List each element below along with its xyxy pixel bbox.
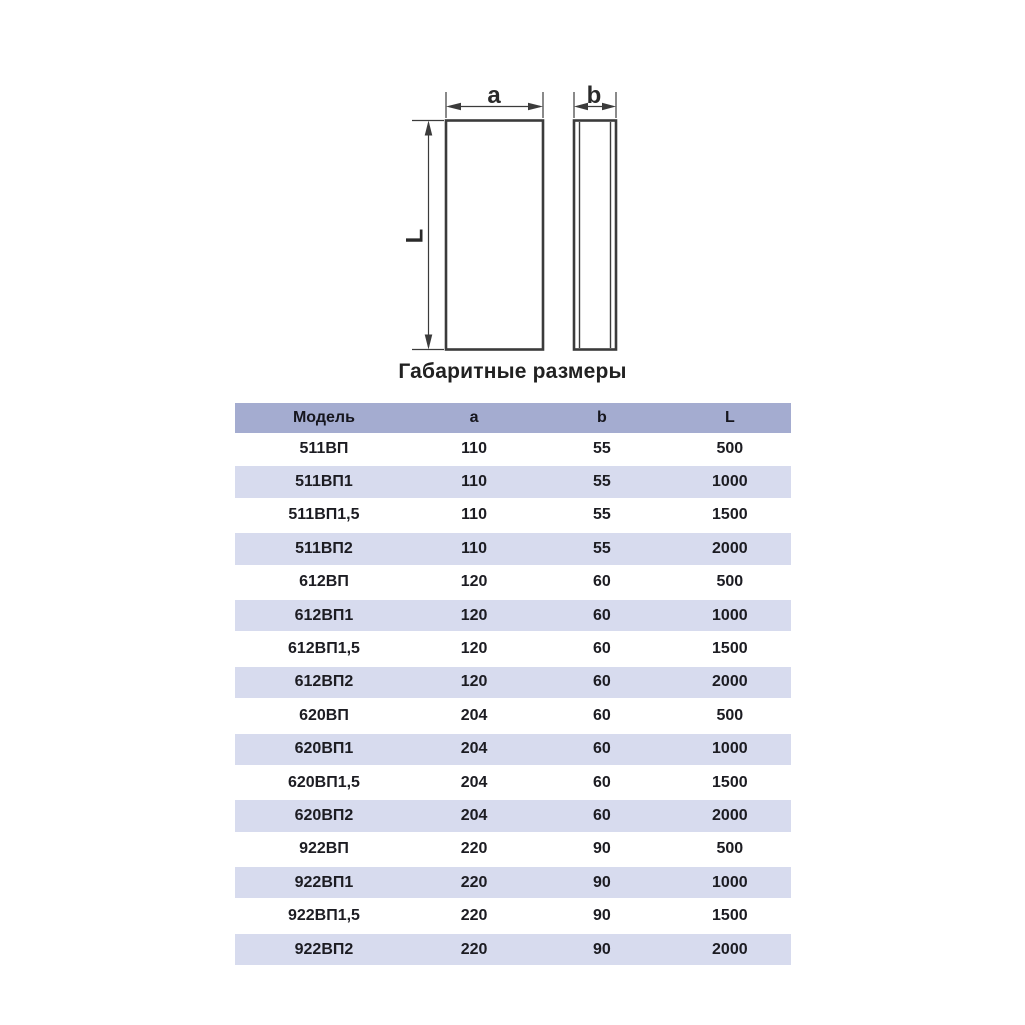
value-cell: 110 bbox=[413, 532, 535, 565]
model-cell: 612ВП2 bbox=[235, 666, 413, 699]
value-cell: 1500 bbox=[669, 632, 791, 665]
dimension-diagram bbox=[395, 75, 635, 360]
value-cell: 60 bbox=[535, 799, 668, 832]
value-cell: 60 bbox=[535, 632, 668, 665]
value-cell: 60 bbox=[535, 666, 668, 699]
value-cell: 60 bbox=[535, 733, 668, 766]
model-cell: 511ВП1 bbox=[235, 465, 413, 498]
model-cell: 922ВП2 bbox=[235, 933, 413, 966]
value-cell: 2000 bbox=[669, 666, 791, 699]
dim-a-arrowhead-left bbox=[446, 103, 461, 111]
dim-a-arrowhead-right bbox=[528, 103, 543, 111]
model-cell: 511ВП bbox=[235, 433, 413, 465]
table-row bbox=[235, 532, 791, 565]
value-cell: 500 bbox=[669, 566, 791, 599]
value-cell: 220 bbox=[413, 833, 535, 866]
table-row bbox=[235, 833, 791, 866]
value-cell: 60 bbox=[535, 766, 668, 799]
value-cell: 90 bbox=[535, 866, 668, 899]
value-cell: 204 bbox=[413, 699, 535, 732]
table-row bbox=[235, 499, 791, 532]
value-cell: 55 bbox=[535, 433, 668, 465]
model-cell: 922ВП1 bbox=[235, 866, 413, 899]
table-row bbox=[235, 799, 791, 832]
value-cell: 110 bbox=[413, 499, 535, 532]
model-cell: 511ВП1,5 bbox=[235, 499, 413, 532]
value-cell: 1500 bbox=[669, 899, 791, 932]
table-header-row bbox=[235, 403, 791, 433]
value-cell: 120 bbox=[413, 666, 535, 699]
table-row bbox=[235, 433, 791, 465]
table-row bbox=[235, 699, 791, 732]
table-row bbox=[235, 465, 791, 498]
model-cell: 612ВП1,5 bbox=[235, 632, 413, 665]
table-row bbox=[235, 766, 791, 799]
model-cell: 922ВП1,5 bbox=[235, 899, 413, 932]
value-cell: 90 bbox=[535, 833, 668, 866]
dim-label-b: b bbox=[586, 82, 602, 109]
model-cell: 922ВП bbox=[235, 833, 413, 866]
value-cell: 204 bbox=[413, 799, 535, 832]
value-cell: 500 bbox=[669, 699, 791, 732]
value-cell: 1000 bbox=[669, 599, 791, 632]
value-cell: 120 bbox=[413, 566, 535, 599]
value-cell: 90 bbox=[535, 933, 668, 966]
value-cell: 1500 bbox=[669, 499, 791, 532]
size-table-body bbox=[235, 433, 791, 966]
model-cell: 511ВП2 bbox=[235, 532, 413, 565]
value-cell: 120 bbox=[413, 599, 535, 632]
value-cell: 1000 bbox=[669, 866, 791, 899]
value-cell: 2000 bbox=[669, 532, 791, 565]
value-cell: 60 bbox=[535, 699, 668, 732]
model-cell: 620ВП bbox=[235, 699, 413, 732]
value-cell: 110 bbox=[413, 433, 535, 465]
value-cell: 204 bbox=[413, 733, 535, 766]
diagram-caption: Габаритные размеры bbox=[398, 360, 627, 383]
value-cell: 1500 bbox=[669, 766, 791, 799]
value-cell: 2000 bbox=[669, 799, 791, 832]
model-cell: 620ВП1,5 bbox=[235, 766, 413, 799]
table-row bbox=[235, 599, 791, 632]
value-cell: 1000 bbox=[669, 465, 791, 498]
model-cell: 620ВП1 bbox=[235, 733, 413, 766]
size-table bbox=[235, 403, 791, 967]
value-cell: 500 bbox=[669, 833, 791, 866]
value-cell: 55 bbox=[535, 465, 668, 498]
value-cell: 500 bbox=[669, 433, 791, 465]
table-row bbox=[235, 933, 791, 966]
model-cell: 612ВП1 bbox=[235, 599, 413, 632]
value-cell: 55 bbox=[535, 532, 668, 565]
model-cell: 612ВП bbox=[235, 566, 413, 599]
dim-l-arrowhead-bottom bbox=[425, 335, 433, 350]
value-cell: 60 bbox=[535, 566, 668, 599]
dim-b-arrowhead-right bbox=[602, 103, 616, 111]
side-view-rect bbox=[574, 121, 616, 350]
model-cell: 620ВП2 bbox=[235, 799, 413, 832]
col-header-b: b bbox=[535, 403, 668, 433]
value-cell: 1000 bbox=[669, 733, 791, 766]
table-row bbox=[235, 566, 791, 599]
value-cell: 204 bbox=[413, 766, 535, 799]
dim-l-arrowhead-top bbox=[425, 121, 433, 136]
value-cell: 2000 bbox=[669, 933, 791, 966]
table-row bbox=[235, 866, 791, 899]
value-cell: 90 bbox=[535, 899, 668, 932]
value-cell: 220 bbox=[413, 899, 535, 932]
value-cell: 60 bbox=[535, 599, 668, 632]
table-row bbox=[235, 733, 791, 766]
dim-label-l: L bbox=[401, 228, 429, 244]
col-header-model: Модель bbox=[235, 403, 413, 433]
col-header-l: L bbox=[669, 403, 791, 433]
value-cell: 110 bbox=[413, 465, 535, 498]
value-cell: 120 bbox=[413, 632, 535, 665]
value-cell: 220 bbox=[413, 933, 535, 966]
table-row bbox=[235, 632, 791, 665]
table-row bbox=[235, 899, 791, 932]
col-header-a: a bbox=[413, 403, 535, 433]
dim-label-a: a bbox=[487, 82, 501, 109]
value-cell: 220 bbox=[413, 866, 535, 899]
front-view-rect bbox=[446, 121, 543, 350]
value-cell: 55 bbox=[535, 499, 668, 532]
table-row bbox=[235, 666, 791, 699]
